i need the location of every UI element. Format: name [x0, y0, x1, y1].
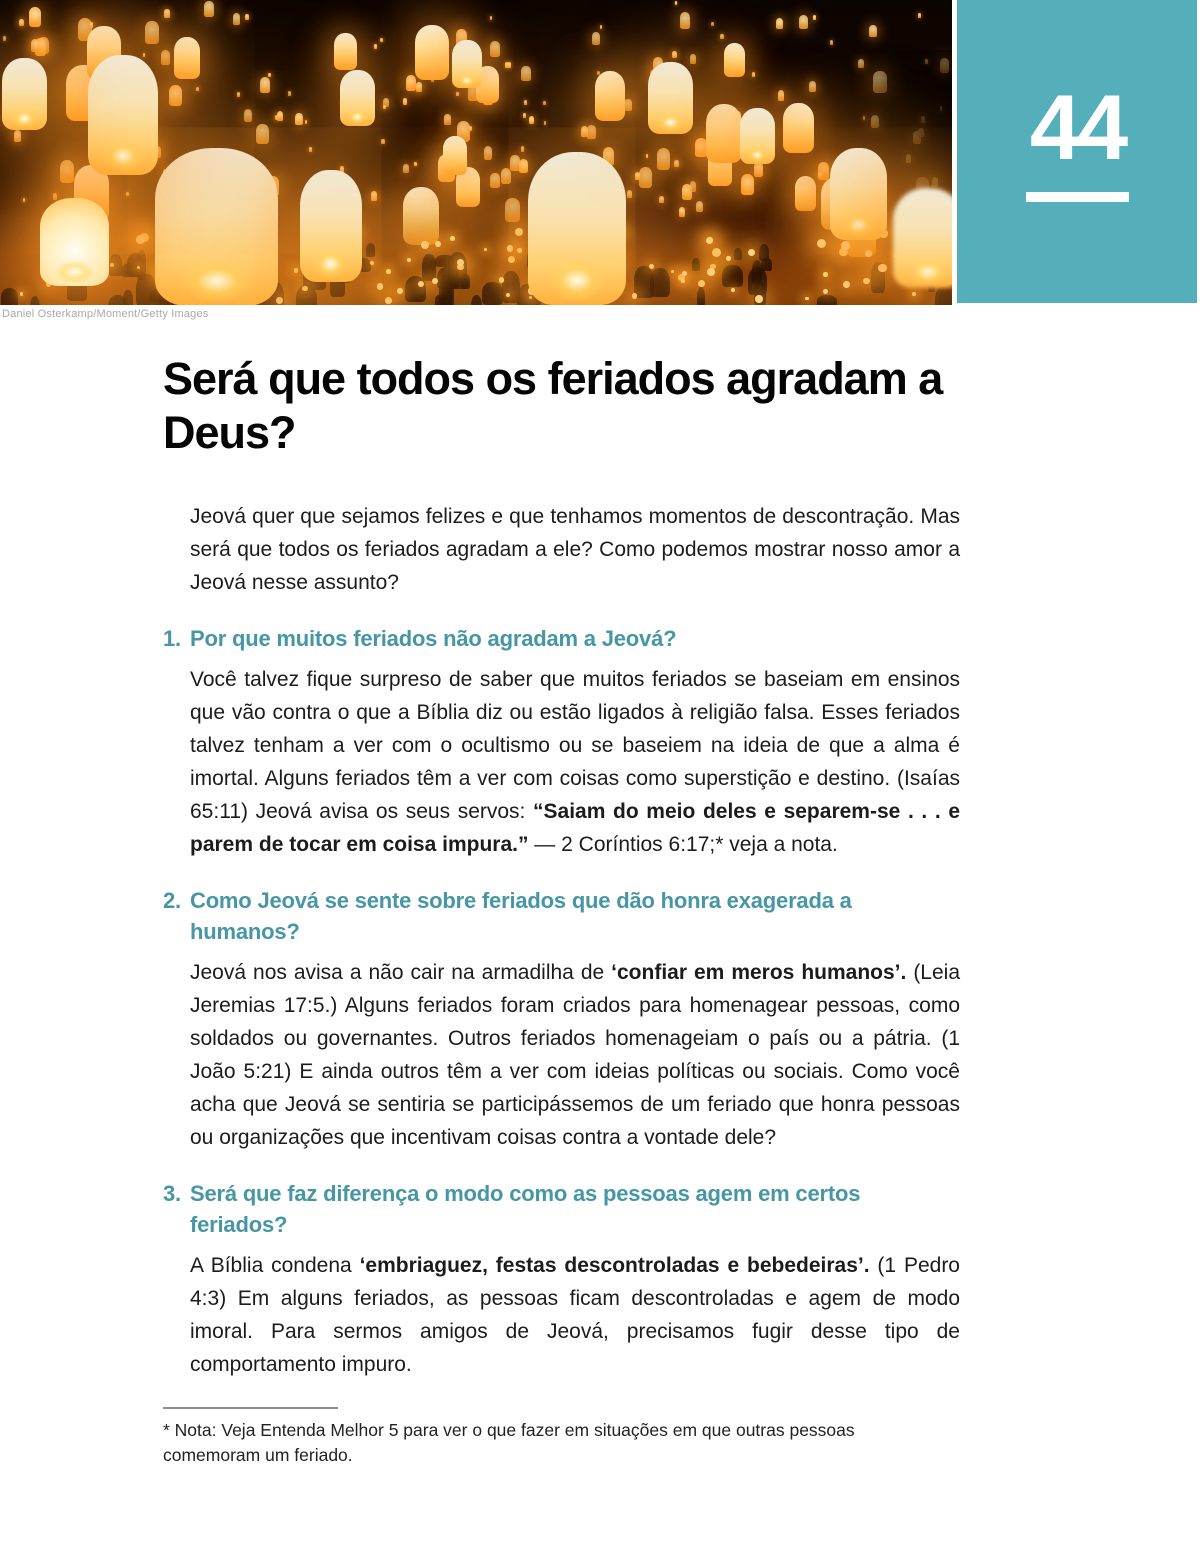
lantern-shape — [443, 136, 467, 175]
crowd-silhouette — [650, 268, 669, 297]
lantern-flame-glow — [657, 112, 684, 132]
lantern-shape — [469, 126, 472, 131]
question-heading-2 — [163, 885, 960, 947]
lantern-shape — [90, 22, 94, 28]
lantern-shape — [456, 92, 459, 96]
lantern-shape — [277, 111, 283, 121]
lantern-shape — [40, 198, 109, 286]
scripture-quote-bold: “Saiam do meio deles e separem-se . . . e parem de tocar em coisa impura.” — [190, 800, 961, 856]
scripture-quote-bold: ‘confiar em meros humanos’. — [611, 961, 907, 984]
lantern-shape — [484, 146, 493, 160]
scripture-quote-bold: ‘embriaguez, festas descontroladas e bebedeiras’. — [359, 1254, 870, 1277]
candle-light — [377, 283, 384, 290]
crowd-silhouette — [722, 265, 743, 287]
lantern-shape — [521, 146, 525, 152]
lantern-shape — [752, 72, 756, 78]
lantern-shape — [508, 62, 512, 68]
lantern-shape — [690, 54, 696, 64]
body-text: Você talvez fique surpreso de saber que muitos feriados se baseiam em ensinos que vão contra o que a Bíblia diz ou estão ligados à religião falsa. Esses feriados talvez tenham a ver com o ocultismo ou se baseiem na ideia de que a alma é imortal. Alguns feriados têm a ver com coisas como superstição e destino. (Isaías 65:11) Jeová avisa os seus servos: — [190, 668, 960, 823]
lantern-shape — [893, 188, 952, 288]
candle-light — [450, 236, 454, 240]
candle-light — [370, 261, 374, 265]
body-text: A Bíblia condena — [190, 1254, 360, 1277]
lantern-shape — [680, 12, 690, 29]
lantern-flame-glow — [102, 139, 144, 173]
candle-light — [435, 241, 441, 247]
lantern-shape — [776, 18, 783, 30]
lantern-shape — [196, 87, 199, 92]
lantern-shape — [309, 147, 312, 152]
paragraph-3 — [190, 1249, 960, 1381]
lantern-shape — [169, 85, 182, 106]
candle-light — [432, 278, 438, 284]
crowd-silhouette — [692, 258, 700, 271]
lantern-shape — [403, 164, 409, 173]
lantern-shape — [672, 51, 677, 59]
crowd-silhouette — [817, 295, 837, 305]
crowd-silhouette — [422, 254, 435, 281]
candle-light — [726, 256, 731, 261]
candle-light — [748, 249, 755, 256]
lantern-shape — [88, 55, 158, 175]
lantern-shape — [543, 101, 545, 105]
lantern-shape — [592, 32, 600, 45]
lantern-shape — [164, 9, 169, 18]
body-text: (1 Pedro 4:3) Em alguns feriados, as pessoas ficam descontroladas e agem de modo imoral. Para sermos amigos de Jeová, precisamos fugir desse tipo de comportamento impuro. — [190, 1254, 960, 1376]
lantern-shape — [813, 15, 816, 20]
candle-light — [418, 281, 424, 287]
lantern-shape — [2, 58, 47, 130]
footnote — [163, 1407, 960, 1468]
candle-light — [137, 266, 140, 269]
lantern-shape — [245, 14, 249, 20]
body-text: (Leia Jeremias 17:5.) Alguns feriados foram criados para homenagear pessoas, como soldados ou governantes. Outros feriados homenageiam o país ou a pátria. (1 João 5:21) E ainda outros têm a ver com ideias políticas ou sociais. Como você acha que Jeová se sentiria se participássemos de um feriado que honra pessoas ou organizações que incentivam coisas contra a vontade dele? — [190, 961, 961, 1149]
lantern-shape — [155, 148, 278, 305]
lantern-shape — [711, 22, 714, 27]
lantern-shape — [544, 121, 547, 125]
lantern-shape — [675, 1, 677, 5]
lantern-shape — [646, 154, 649, 158]
intro-paragraph: Jeová quer que sejamos felizes e que tenhamos momentos de descontração. Mas será que todos os feriados agradam a ele? Como podemos mostrar nosso amor a Jeová nesse assunto? — [190, 505, 960, 594]
lantern-shape — [706, 104, 743, 163]
lantern-flame-glow — [548, 259, 607, 302]
lantern-shape — [14, 130, 21, 142]
page-title: Será que todos os feriados agradam a Deus? — [163, 353, 943, 458]
lantern-shape — [595, 71, 626, 121]
lantern-shape — [918, 13, 921, 17]
lantern-shape — [300, 170, 362, 282]
lesson-number-block — [957, 0, 1197, 303]
crowd-silhouette — [734, 248, 742, 261]
candle-light — [294, 268, 298, 272]
lantern-shape — [3, 36, 6, 41]
lantern-shape — [416, 82, 422, 91]
lantern-shape — [383, 105, 386, 110]
lantern-shape — [519, 159, 528, 173]
crowd-silhouette — [451, 277, 468, 289]
lantern-shape — [381, 139, 385, 145]
candle-light — [397, 288, 403, 294]
lantern-shape — [809, 81, 816, 92]
lantern-shape — [754, 162, 763, 177]
crowd-silhouette — [123, 290, 133, 305]
candle-light — [421, 241, 429, 249]
lantern-shape — [869, 25, 877, 38]
lantern-shape — [380, 38, 383, 42]
candle-light — [878, 264, 887, 273]
question-heading-1 — [163, 623, 960, 654]
body-text: — 2 Coríntios 6:17;* veja a nota. — [528, 833, 838, 856]
lantern-shape — [256, 124, 269, 145]
question-number: 3. — [163, 1181, 181, 1206]
lantern-shape — [783, 103, 814, 153]
lantern-shape — [31, 39, 39, 52]
lantern-shape — [720, 34, 723, 39]
lantern-shape — [778, 90, 784, 100]
candle-light — [515, 228, 523, 236]
candle-light — [20, 292, 24, 296]
lantern-shape — [724, 43, 745, 77]
candle-light — [912, 292, 916, 296]
lesson-number-underline — [1026, 192, 1129, 202]
lantern-shape — [237, 92, 240, 97]
candle-light — [276, 297, 283, 304]
lantern-shape — [268, 73, 271, 77]
lantern-flame-glow — [907, 258, 949, 286]
crowd-silhouette — [761, 258, 771, 271]
lantern-shape — [818, 172, 822, 178]
lantern-shape — [233, 13, 240, 25]
candle-light — [386, 269, 390, 273]
lantern-shape — [830, 148, 887, 240]
question-text: Por que muitos feriados não agradam a Jeová? — [190, 626, 677, 651]
lantern-shape — [490, 173, 499, 188]
lantern-shape — [305, 120, 308, 124]
lantern-shape — [145, 21, 159, 43]
lantern-shape — [830, 40, 833, 45]
lantern-shape — [741, 174, 754, 195]
crowd-silhouette — [366, 243, 375, 257]
lantern-shape — [690, 181, 697, 192]
lantern-shape — [19, 19, 24, 27]
candle-light — [731, 288, 735, 292]
lantern-shape — [524, 100, 527, 105]
lantern-shape — [143, 53, 146, 57]
lantern-shape — [635, 172, 640, 180]
candle-light — [863, 278, 870, 285]
lantern-shape — [581, 126, 588, 138]
lantern-shape — [29, 7, 41, 27]
lantern-shape — [657, 148, 670, 170]
candle-light — [302, 286, 307, 291]
candle-light — [507, 245, 514, 252]
candle-light — [681, 279, 685, 283]
lantern-shape — [161, 50, 170, 65]
lantern-shape — [452, 40, 482, 88]
lantern-shape — [523, 113, 526, 117]
article-content — [163, 352, 960, 1468]
lantern-shape — [406, 75, 416, 91]
question-text: Será que faz diferença o modo como as pessoas agem em certos feriados? — [190, 1181, 861, 1237]
lantern-shape — [490, 41, 500, 57]
lantern-shape — [490, 16, 493, 21]
lesson-number: 44 — [1029, 77, 1125, 179]
lantern-shape — [648, 62, 693, 134]
lantern-flame-glow — [347, 109, 368, 125]
paragraph-2 — [190, 956, 960, 1154]
paragraph-1 — [190, 663, 960, 861]
lantern-shape — [414, 162, 417, 166]
photo-credit: Daniel Osterkamp/Moment/Getty Images — [2, 308, 209, 320]
sky-lanterns-photo — [0, 0, 952, 305]
lantern-shape — [174, 37, 200, 79]
lantern-flame-glow — [747, 147, 768, 163]
lantern-shape — [374, 44, 377, 49]
lantern-shape — [415, 25, 449, 79]
candle-light — [632, 293, 638, 299]
lantern-shape — [295, 113, 303, 126]
lantern-shape — [204, 1, 214, 17]
lantern-shape — [340, 70, 375, 126]
crowd-silhouette — [405, 276, 427, 302]
question-number: 1. — [163, 626, 181, 651]
lantern-flame-glow — [312, 248, 349, 279]
candle-light — [457, 259, 464, 266]
lantern-shape — [529, 116, 534, 124]
lantern-shape — [444, 114, 451, 125]
lantern-shape — [521, 66, 530, 81]
candle-light — [755, 295, 763, 303]
candle-light — [698, 280, 705, 287]
lantern-shape — [624, 99, 632, 112]
crowd-silhouette — [1, 288, 18, 305]
lantern-shape — [674, 160, 678, 167]
crowd-silhouette — [136, 274, 155, 305]
lantern-shape — [288, 91, 291, 96]
footnote-divider — [163, 1407, 338, 1409]
candle-light — [865, 250, 872, 257]
crowd-silhouette — [502, 271, 520, 302]
lantern-flame-glow — [54, 260, 95, 285]
lantern-flame-glow — [180, 259, 254, 303]
question-text: Como Jeová se sente sobre feriados que dão honra exagerada a humanos? — [190, 888, 852, 944]
lantern-shape — [60, 160, 74, 183]
crowd-silhouette — [697, 287, 706, 305]
body-text: Jeová nos avisa a não cair na armadilha de — [190, 961, 612, 984]
crowd-silhouette — [127, 253, 143, 277]
footnote-text: * Nota: Veja Entenda Melhor 5 para ver o que fazer em situações em que outras pessoas comemoram um feriado. — [163, 1420, 855, 1465]
lantern-flame-glow — [841, 212, 875, 238]
candle-light — [499, 277, 504, 282]
lantern-flame-glow — [458, 74, 476, 87]
lantern-shape — [600, 25, 603, 29]
candle-light — [823, 272, 827, 276]
lantern-flame-glow — [11, 108, 38, 128]
lantern-shape — [799, 15, 808, 29]
crowd-silhouette — [482, 282, 503, 304]
lantern-shape — [528, 152, 626, 305]
lantern-shape — [587, 125, 596, 140]
lantern-shape — [244, 109, 252, 123]
lantern-shape — [403, 98, 407, 105]
lantern-shape — [260, 77, 270, 93]
lantern-shape — [740, 108, 775, 164]
question-number: 2. — [163, 888, 181, 913]
lantern-shape — [334, 33, 357, 70]
lantern-shape — [639, 167, 652, 188]
question-heading-3 — [163, 1178, 960, 1240]
candle-light — [823, 289, 828, 294]
candle-light — [136, 235, 145, 244]
lantern-shape — [510, 155, 520, 171]
